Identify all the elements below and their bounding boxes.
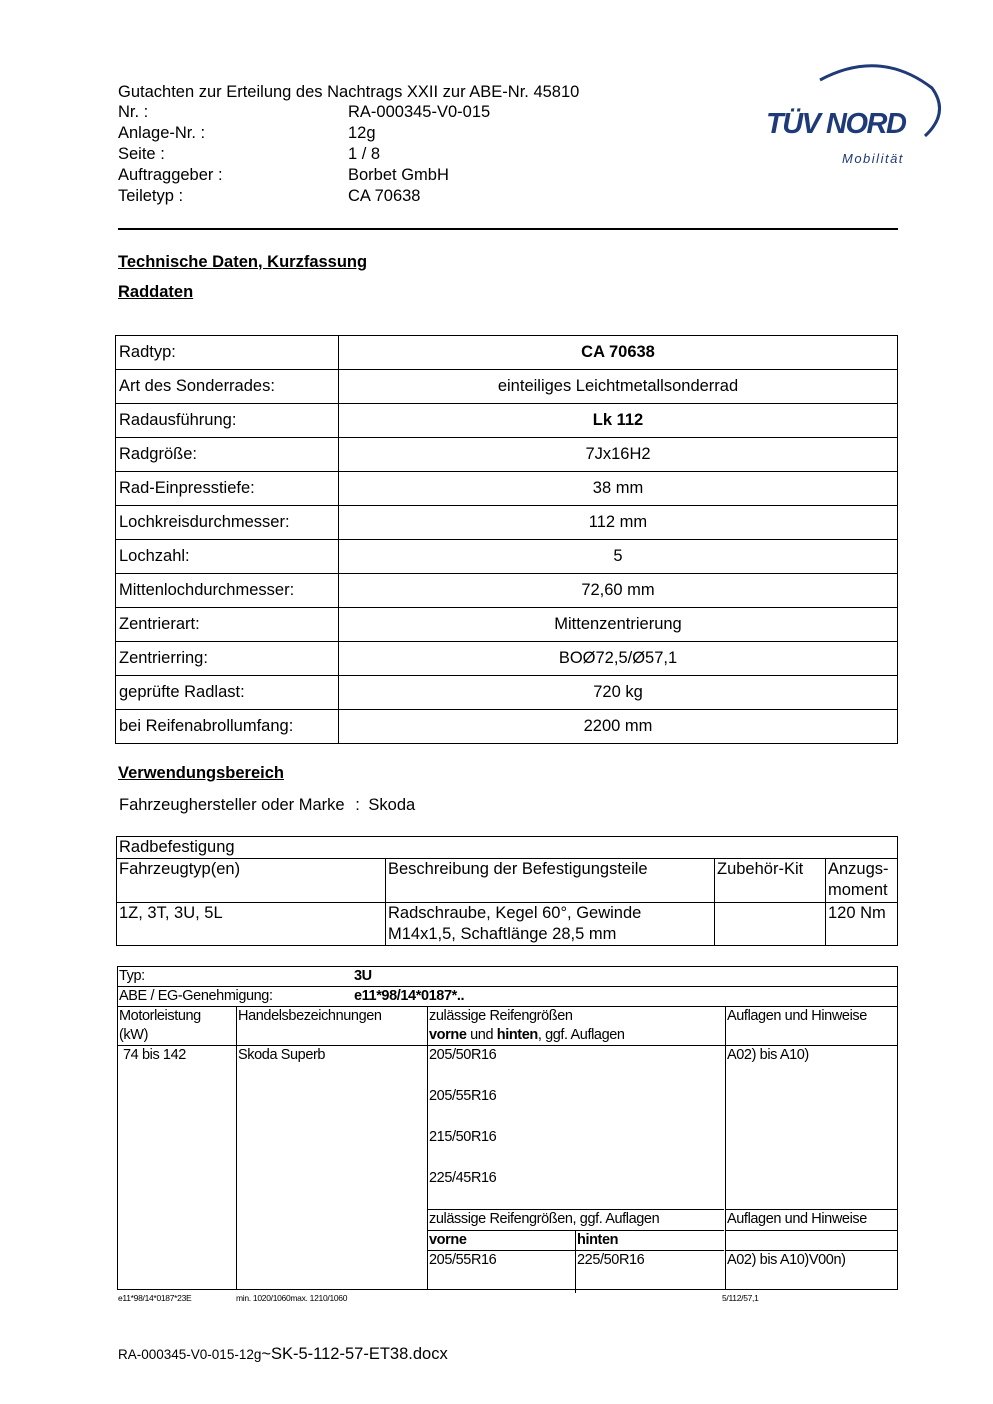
mixed-rear-label: hinten	[577, 1232, 619, 1248]
col-reifen	[428, 1007, 726, 1046]
header-key: Seite :	[118, 145, 165, 163]
raddaten-row	[116, 608, 898, 642]
befestigung-table	[116, 836, 898, 946]
raddaten-value: 112 mm	[339, 506, 898, 540]
tyre-size: 215/50R16	[429, 1129, 497, 1145]
raddaten-label: Radtyp:	[116, 336, 339, 370]
raddaten-label: Radausführung:	[116, 404, 339, 438]
col-reifen-hinten: hinten	[496, 1027, 538, 1043]
col-anzugsmoment	[826, 859, 898, 903]
typ-row	[118, 967, 898, 987]
raddaten-label: Lochzahl:	[116, 540, 339, 574]
col-reifen-1: zulässige Reifengrößen	[429, 1008, 573, 1024]
col-motor	[118, 1007, 237, 1046]
raddaten-label: Rad-Einpresstiefe:	[116, 472, 339, 506]
raddaten-row	[116, 574, 898, 608]
header-value: CA 70638	[348, 187, 421, 205]
raddaten-value: 5	[339, 540, 898, 574]
col-fahrzeugtyp: Fahrzeugtyp(en)	[117, 859, 386, 903]
auflagen-text: A02) bis A10)	[727, 1047, 809, 1063]
section-title: Technische Daten, Kurzfassung	[118, 253, 368, 271]
raddaten-label: Zentrierring:	[116, 642, 339, 676]
col-reifen-und: und	[466, 1027, 497, 1043]
document-title: Gutachten zur Erteilung des Nachtrags XXII zur ABE-Nr. 45810	[118, 83, 580, 101]
footnote-pcd: 5/112/57,1	[722, 1293, 759, 1303]
verwendung-heading: Verwendungsbereich	[118, 764, 284, 782]
tuev-nord-logo	[760, 58, 945, 170]
raddaten-row	[116, 676, 898, 710]
footer-filename	[118, 1345, 448, 1364]
maker-label: Fahrzeughersteller oder Marke	[119, 796, 345, 814]
header-key: Anlage-Nr. :	[118, 124, 206, 142]
mixed-front-label: vorne	[429, 1232, 467, 1248]
auflagen-cell	[726, 1046, 898, 1290]
cell-torque: 120 Nm	[826, 903, 898, 946]
raddaten-label: bei Reifenabrollumfang:	[116, 710, 339, 744]
raddaten-value: 38 mm	[339, 472, 898, 506]
header-value: 1 / 8	[348, 145, 381, 163]
raddaten-label: Zentrierart:	[116, 608, 339, 642]
cell-desc-1: Radschraube, Kegel 60°, Gewinde	[388, 904, 642, 922]
header-value: RA-000345-V0-015	[348, 103, 491, 121]
cell-desc	[386, 903, 715, 946]
footnote-load: min. 1020/1060max. 1210/1060	[236, 1293, 348, 1303]
header-divider	[118, 228, 898, 230]
tyre-size: 205/50R16	[429, 1047, 497, 1063]
raddaten-value: 72,60 mm	[339, 574, 898, 608]
raddaten-table	[115, 335, 898, 744]
cell-kit	[715, 903, 826, 946]
raddaten-row	[116, 710, 898, 744]
mixed-rear: 225/50R16	[577, 1252, 645, 1268]
header-key: Teiletyp :	[118, 187, 184, 205]
abe-label: ABE / EG-Genehmigung:	[119, 988, 273, 1004]
col-zubehoer: Zubehör-Kit	[715, 859, 826, 903]
logo-subtitle: Mobilität	[842, 151, 904, 166]
footnote-abe: e11*98/14*0187*23E	[118, 1293, 192, 1303]
cell-types: 1Z, 3T, 3U, 5L	[117, 903, 386, 946]
raddaten-label: Art des Sonderrades:	[116, 370, 339, 404]
header-key: Nr. :	[118, 103, 149, 121]
cell-desc-2: M14x1,5, Schaftlänge 28,5 mm	[388, 925, 617, 943]
header-value: Borbet GmbH	[348, 166, 449, 184]
col-motor-1: Motorleistung	[119, 1008, 201, 1024]
raddaten-row	[116, 404, 898, 438]
abe-row	[118, 987, 898, 1007]
mixed-auflagen-title: Auflagen und Hinweise	[726, 1210, 897, 1231]
raddaten-value: 720 kg	[339, 676, 898, 710]
col-anzugs-2: moment	[828, 881, 888, 899]
raddaten-label: Lochkreisdurchmesser:	[116, 506, 339, 540]
mixed-title: zulässige Reifengrößen, ggf. Auflagen	[428, 1210, 724, 1231]
tyre-cell	[428, 1046, 726, 1290]
raddaten-label: Mittenlochdurchmesser:	[116, 574, 339, 608]
raddaten-row	[116, 438, 898, 472]
raddaten-value: 7Jx16H2	[339, 438, 898, 472]
abe-value: e11*98/14*0187*..	[354, 988, 465, 1004]
col-motor-2: (kW)	[119, 1027, 148, 1043]
raddaten-row	[116, 472, 898, 506]
raddaten-label: Radgröße:	[116, 438, 339, 472]
cell-handel: Skoda Superb	[237, 1046, 428, 1290]
raddaten-value: BOØ72,5/Ø57,1	[339, 642, 898, 676]
mixed-auflagen-spacer	[726, 1231, 897, 1251]
footer-file-prefix: RA-000345-V0-015-12g	[118, 1347, 262, 1362]
raddaten-heading: Raddaten	[118, 283, 194, 301]
raddaten-value: CA 70638	[339, 336, 898, 370]
mixed-auflagen-section	[726, 1209, 897, 1270]
typ-label: Typ:	[119, 968, 145, 984]
col-handel: Handelsbezeichnungen	[237, 1007, 428, 1046]
typ-value: 3U	[354, 968, 372, 984]
footer-file-suffix: ~SK-5-112-57-ET38.docx	[261, 1345, 448, 1363]
befestigung-title: Radbefestigung	[117, 837, 898, 859]
raddaten-row	[116, 506, 898, 540]
col-reifen-auflagen: , ggf. Auflagen	[537, 1027, 625, 1043]
col-anzugs-1: Anzugs-	[828, 860, 889, 878]
raddaten-value: 2200 mm	[339, 710, 898, 744]
mixed-front: 205/55R16	[429, 1252, 497, 1268]
header-key: Auftraggeber :	[118, 166, 223, 184]
mixed-auflagen: A02) bis A10)V00n)	[727, 1252, 846, 1268]
raddaten-row	[116, 540, 898, 574]
typ-table	[117, 966, 898, 1290]
logo-wordmark: TÜV NORD	[766, 108, 906, 140]
mixed-section	[428, 1209, 724, 1291]
raddaten-value: einteiliges Leichtmetallsonderrad	[339, 370, 898, 404]
raddaten-row	[116, 642, 898, 676]
mixed-labels	[428, 1231, 724, 1251]
mixed-values	[428, 1251, 724, 1291]
col-auflagen: Auflagen und Hinweise	[726, 1007, 898, 1046]
raddaten-value: Mittenzentrierung	[339, 608, 898, 642]
tyre-size: 205/55R16	[429, 1088, 497, 1104]
col-reifen-vorne: vorne	[429, 1027, 467, 1043]
maker-line	[119, 796, 415, 815]
tyre-size: 225/45R16	[429, 1170, 497, 1186]
raddaten-label: geprüfte Radlast:	[116, 676, 339, 710]
raddaten-row	[116, 336, 898, 370]
maker-separator: :	[355, 796, 360, 814]
maker-value: Skoda	[368, 796, 416, 814]
cell-motor: 74 bis 142	[118, 1046, 237, 1290]
raddaten-row	[116, 370, 898, 404]
header-value: 12g	[348, 124, 376, 142]
col-beschreibung: Beschreibung der Befestigungsteile	[386, 859, 715, 903]
raddaten-value: Lk 112	[339, 404, 898, 438]
